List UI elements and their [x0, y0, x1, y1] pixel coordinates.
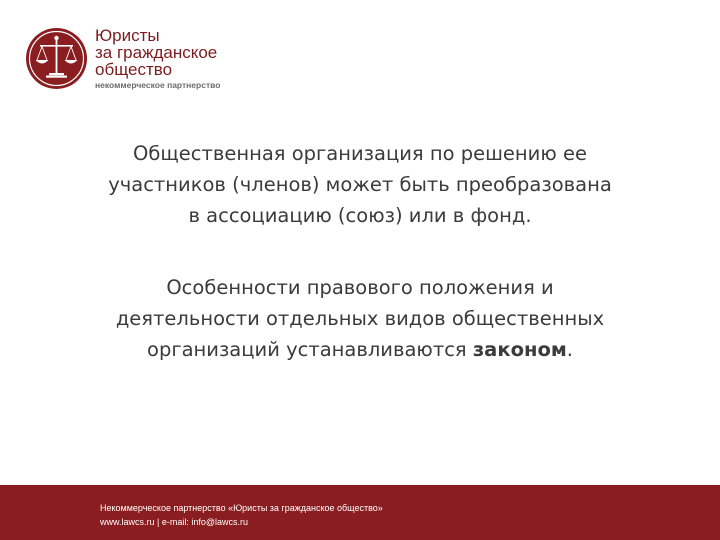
paragraph-1-line-2: участников (членов) может быть преобразована: [108, 173, 612, 196]
paragraph-2-line-3: [60, 334, 660, 365]
scales-of-justice-icon: [25, 27, 88, 90]
logo-title-line-2: за гражданское: [95, 43, 218, 62]
paragraph-2-line-3-period: .: [566, 338, 573, 361]
bold-word-law: законом: [472, 338, 567, 361]
paragraph-1-line-1: Общественная организация по решению ее: [133, 142, 587, 165]
footer-contacts: www.lawcs.ru | e-mail: info@lawcs.ru: [100, 517, 249, 527]
paragraph-1-line-3: в ассоциацию (союз) или в фонд.: [188, 204, 532, 227]
paragraph-2-line-3-text: организаций устанавливаются: [147, 338, 473, 361]
logo: [25, 27, 285, 97]
logo-title-line-3: общество: [95, 60, 173, 79]
paragraph-1: [60, 138, 660, 231]
paragraph-2-line-2: деятельности отдельных видов общественных: [115, 307, 605, 330]
paragraph-2: [60, 272, 660, 365]
footer-organization-name: Некоммерческое партнерство «Юристы за гражданское общество»: [100, 503, 383, 513]
paragraph-2-line-1: Особенности правового положения и: [166, 276, 554, 299]
footer-bar: [0, 485, 720, 540]
logo-subtitle: некоммерческое партнерство: [95, 80, 221, 90]
logo-title-line-1: Юристы: [95, 26, 160, 45]
